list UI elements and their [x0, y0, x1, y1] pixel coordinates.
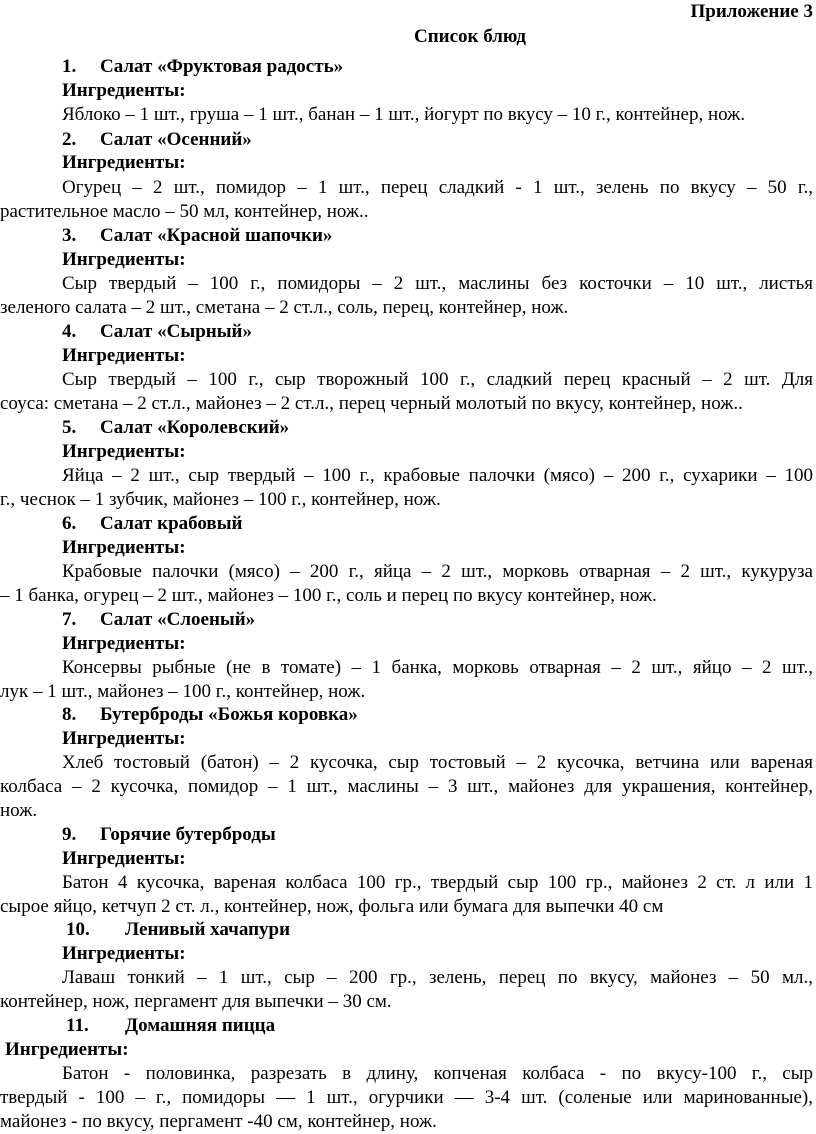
- appendix-label: Приложение 3: [690, 1, 813, 22]
- dish-number: 10.: [66, 919, 90, 940]
- ingredients-line: лук – 1 шт., майонез – 100 г., контейнер, нож.: [0, 681, 366, 702]
- ingredients-line: Крабовые палочки (мясо) – 200 г., яйца – 2 шт., морковь отварная – 2 шт., кукуруза: [62, 561, 813, 582]
- dish-title: Салат «Сырный»: [100, 321, 252, 342]
- ingredients-label: Ингредиенты:: [62, 441, 186, 462]
- ingredients-line: нож.: [0, 800, 38, 821]
- ingredients-line: Яйца – 2 шт., сыр твердый – 100 г., крабовые палочки (мясо) – 200 г., сухарики – 100: [62, 465, 813, 486]
- dish-title: Салат «Осенний»: [100, 129, 252, 150]
- ingredients-line: Яблоко – 1 шт., груша – 1 шт., банан – 1 шт., йогурт по вкусу – 10 г., контейнер, нож.: [62, 104, 746, 125]
- dish-number: 8.: [62, 704, 77, 725]
- ingredients-line: растительное масло – 50 мл, контейнер, нож..: [0, 201, 369, 222]
- dish-number: 9.: [62, 824, 77, 845]
- ingredients-line: Огурец – 2 шт., помидор – 1 шт., перец сладкий - 1 шт., зелень по вкусу – 50 г.,: [62, 177, 813, 198]
- ingredients-line: Сыр твердый – 100 г., сыр творожный 100 г., сладкий перец красный – 2 шт. Для: [62, 369, 813, 390]
- ingredients-line: соуса: сметана – 2 ст.л., майонез – 2 ст.л., перец черный молотый по вкусу, контейнер, нож..: [0, 393, 743, 414]
- dish-title: Ленивый хачапури: [125, 919, 291, 940]
- dish-number: 11.: [66, 1015, 89, 1036]
- ingredients-line: колбаса – 2 кусочка, помидор – 1 шт., маслины – 3 шт., майонез для украшения, контейнер,: [0, 776, 813, 797]
- dish-title: Салат «Слоеный»: [100, 609, 256, 630]
- ingredients-label: Ингредиенты:: [62, 633, 186, 654]
- dish-title: Салат «Красной шапочки»: [100, 225, 333, 246]
- ingredients-line: г., чеснок – 1 зубчик, майонез – 100 г., контейнер, нож.: [0, 489, 441, 510]
- dish-number: 1.: [62, 56, 77, 77]
- ingredients-line: майонез - по вкусу, пергамент -40 см, контейнер, нож.: [0, 1111, 437, 1132]
- dish-title: Бутерброды «Божья коровка»: [100, 704, 358, 725]
- ingredients-line: Лаваш тонкий – 1 шт., сыр – 200 гр., зелень, перец по вкусу, майонез – 50 мл.,: [62, 967, 813, 988]
- ingredients-label: Ингредиенты:: [62, 728, 186, 749]
- dish-number: 5.: [62, 417, 77, 438]
- dish-title: Салат «Королевский»: [100, 417, 290, 438]
- ingredients-line: сырое яйцо, кетчуп 2 ст. л., контейнер, нож, фольга или бумага для выпечки 40 см: [0, 896, 664, 917]
- ingredients-line: твердый - 100 – г., помидоры — 1 шт., огурчики — 3-4 шт. (соленые или маринованные),: [0, 1087, 813, 1108]
- ingredients-line: Батон 4 кусочка, вареная колбаса 100 гр., твердый сыр 100 гр., майонез 2 ст. л или 1: [62, 872, 813, 893]
- ingredients-line: Сыр твердый – 100 г., помидоры – 2 шт., маслины без косточки – 10 шт., листья: [62, 273, 813, 294]
- ingredients-label: Ингредиенты:: [62, 943, 186, 964]
- dish-number: 7.: [62, 609, 77, 630]
- dish-title: Горячие бутерброды: [100, 824, 276, 845]
- ingredients-line: зеленого салата – 2 шт., сметана – 2 ст.л., соль, перец, контейнер, нож.: [0, 297, 569, 318]
- dish-title: Салат крабовый: [100, 513, 243, 534]
- dish-number: 3.: [62, 225, 77, 246]
- ingredients-line: контейнер, нож, пергамент для выпечки – 30 см.: [0, 991, 392, 1012]
- page-title: Список блюд: [414, 26, 526, 47]
- ingredients-label: Ингредиенты:: [62, 80, 186, 101]
- ingredients-line: Консервы рыбные (не в томате) – 1 банка, морковь отварная – 2 шт., яйцо – 2 шт.,: [62, 657, 813, 678]
- dish-number: 6.: [62, 513, 77, 534]
- ingredients-label: Ингредиенты:: [62, 345, 186, 366]
- dish-number: 2.: [62, 129, 77, 150]
- ingredients-line: Хлеб тостовый (батон) – 2 кусочка, сыр тостовый – 2 кусочка, ветчина или вареная: [62, 752, 813, 773]
- ingredients-line: Батон - половинка, разрезать в длину, копченая колбаса - по вкусу-100 г., сыр: [62, 1063, 813, 1084]
- ingredients-label: Ингредиенты:: [62, 537, 186, 558]
- dish-number: 4.: [62, 321, 77, 342]
- ingredients-label: Ингредиенты:: [5, 1039, 129, 1060]
- ingredients-label: Ингредиенты:: [62, 249, 186, 270]
- dish-title: Домашняя пицца: [125, 1015, 276, 1036]
- ingredients-line: – 1 банка, огурец – 2 шт., майонез – 100 г., соль и перец по вкусу контейнер, нож.: [0, 585, 657, 606]
- ingredients-label: Ингредиенты:: [62, 848, 186, 869]
- dish-title: Салат «Фруктовая радость»: [100, 56, 344, 77]
- ingredients-label: Ингредиенты:: [62, 152, 186, 173]
